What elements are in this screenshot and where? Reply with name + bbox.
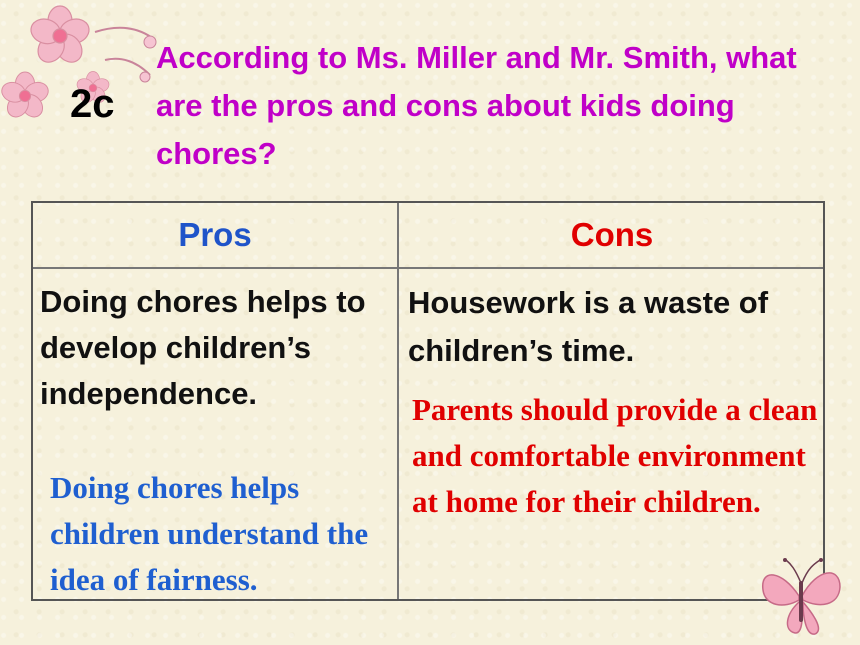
discussion-question: According to Ms. Miller and Mr. Smith, what are the pros and cons about kids doing chores?: [156, 40, 797, 171]
slide-number-label: 2c: [70, 82, 115, 126]
pros-main-point: Doing chores helps to develop children’s independence.: [40, 284, 366, 411]
pros-cons-table: [31, 201, 825, 601]
pink-butterfly-decoration: [752, 548, 852, 640]
pros-column-header: Pros: [178, 216, 252, 253]
cons-column-header: Cons: [570, 216, 654, 253]
cons-added-point: Parents should provide a clean and comfortable environment at home for their children.: [412, 392, 818, 519]
cons-main-point: Housework is a waste of children’s time.: [408, 285, 769, 368]
column-divider: [397, 203, 399, 599]
pros-added-point: Doing chores helps children understand the idea of fairness.: [50, 470, 369, 597]
